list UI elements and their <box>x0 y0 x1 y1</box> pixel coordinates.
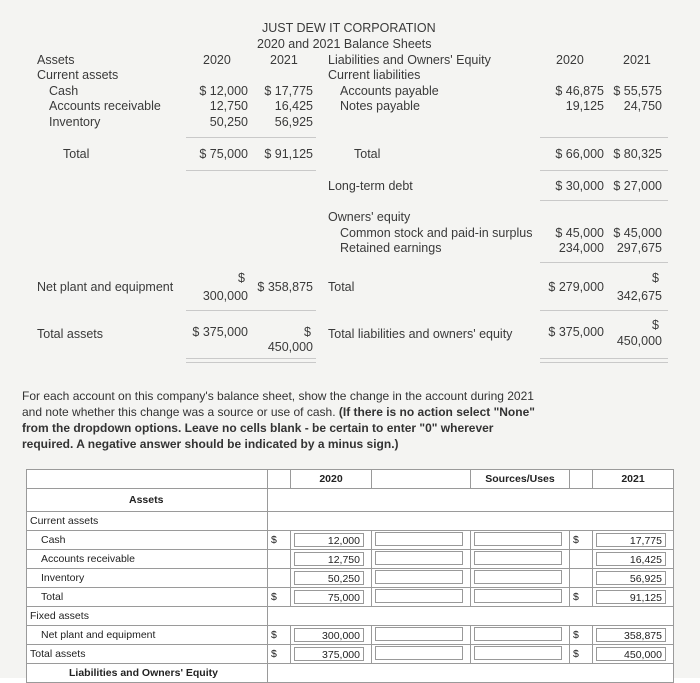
cs-label: Common stock and paid-in surplus <box>340 226 533 240</box>
cl-total-2021: $ 80,325 <box>613 147 662 161</box>
divider <box>540 137 668 138</box>
instructions-bold: (If there is no action select "None" from the dropdown options. Leave no cells blank - be certain to enter "0" wherever required. A negative answer should be indicated by a minus sign.) <box>22 405 535 451</box>
change-input[interactable] <box>375 570 463 584</box>
ar-2021: 16,425 <box>274 99 313 113</box>
row-label: Total assets <box>27 645 268 664</box>
table-ca-label: Current assets <box>27 512 268 531</box>
inventory-label: Inventory <box>49 115 101 129</box>
ltd-2020: $ 30,000 <box>555 179 604 193</box>
change-input[interactable] <box>375 589 463 603</box>
table-loe-heading: Liabilities and Owners' Equity <box>27 664 268 683</box>
right-year-2020: 2020 <box>556 53 584 67</box>
total-2020-input[interactable]: 75,000 <box>294 590 364 604</box>
instructions-text: For each account on this company's balance sheet, show the change in the account during 2021 and note whether this change was a source or use of cash. <box>22 389 534 419</box>
ta-2021-input[interactable]: 450,000 <box>596 647 666 661</box>
source-use-select[interactable] <box>474 532 562 546</box>
table-row: Total $ 75,000 $ 91,125 <box>27 588 674 607</box>
title-line2: 2020 and 2021 Balance Sheets <box>257 37 432 51</box>
total-assets-2021-dollar: $ <box>304 325 311 339</box>
col-2021: 2021 <box>593 470 674 489</box>
source-use-select[interactable] <box>474 551 562 565</box>
ar-2020: 12,750 <box>209 99 248 113</box>
change-input[interactable] <box>375 551 463 565</box>
cash-2020: $ 12,000 <box>199 84 248 98</box>
table-row <box>27 569 674 588</box>
npe-2020: 300,000 <box>202 289 248 303</box>
total-2021-input[interactable]: 91,125 <box>596 590 666 604</box>
source-use-select[interactable] <box>474 627 562 641</box>
current-assets-label: Current assets <box>37 68 119 82</box>
inventory-2021: 56,925 <box>274 115 313 129</box>
cl-total-label: Total <box>354 147 381 161</box>
re-label: Retained earnings <box>340 241 442 255</box>
re-2021: 297,675 <box>616 241 662 255</box>
divider <box>186 170 316 171</box>
tloe-2020: $ 375,000 <box>548 325 604 339</box>
divider <box>540 200 668 201</box>
inv-2020-input[interactable]: 50,250 <box>294 571 364 585</box>
source-use-select[interactable] <box>474 589 562 603</box>
ltd-2021: $ 27,000 <box>613 179 662 193</box>
divider <box>540 310 668 311</box>
npe-2021-input[interactable]: 358,875 <box>596 628 666 642</box>
total-2020: $ 75,000 <box>199 147 248 161</box>
divider <box>186 137 316 138</box>
re-2020: 234,000 <box>558 241 604 255</box>
cash-2021: $ 17,775 <box>264 84 313 98</box>
ta-2020-input[interactable]: 375,000 <box>294 647 364 661</box>
np-label: Notes payable <box>340 99 420 113</box>
right-year-2021: 2021 <box>623 53 651 67</box>
assets-heading: Assets <box>37 53 75 67</box>
change-input[interactable] <box>375 646 463 660</box>
row-label: Accounts receivable <box>27 550 268 569</box>
oe-total-2020: $ 279,000 <box>548 280 604 294</box>
total-assets-2021: 450,000 <box>267 340 313 354</box>
tloe-label: Total liabilities and owners' equity <box>328 327 513 341</box>
table-row <box>27 550 674 569</box>
oe-total-label: Total <box>328 280 355 294</box>
left-year-2021: 2021 <box>270 53 298 67</box>
table-row: Net plant and equipment $ 300,000 $ 358,875 <box>27 626 674 645</box>
oe-label: Owners' equity <box>328 210 411 224</box>
ap-2021: $ 55,575 <box>613 84 662 98</box>
row-label: Cash <box>27 531 268 550</box>
col-2020: 2020 <box>291 470 372 489</box>
instructions <box>22 388 542 452</box>
ap-label: Accounts payable <box>340 84 439 98</box>
table-row: Total assets $ 375,000 $ 450,000 <box>27 645 674 664</box>
total-assets-2020: $ 375,000 <box>192 325 248 339</box>
table-row: Cash $ 12,000 $ 17,775 <box>27 531 674 550</box>
title-line1: JUST DEW IT CORPORATION <box>262 21 436 35</box>
row-label: Inventory <box>27 569 268 588</box>
answer-table <box>26 469 674 683</box>
divider <box>540 358 668 359</box>
table-assets-heading: Assets <box>27 489 268 512</box>
row-label: Net plant and equipment <box>27 626 268 645</box>
change-input[interactable] <box>375 532 463 546</box>
source-use-select[interactable] <box>474 570 562 584</box>
table-fa-label: Fixed assets <box>27 607 268 626</box>
np-2020: 19,125 <box>565 99 604 113</box>
total-assets-label: Total assets <box>37 327 104 341</box>
divider <box>186 310 316 311</box>
np-2021: 24,750 <box>623 99 662 113</box>
liab-heading: Liabilities and Owners' Equity <box>328 53 491 67</box>
oe-total-2021-dollar: $ <box>652 271 659 285</box>
divider <box>186 358 316 359</box>
ar-2020-input[interactable]: 12,750 <box>294 552 364 566</box>
cs-2020: $ 45,000 <box>555 226 604 240</box>
cash-2021-input[interactable]: 17,775 <box>596 533 666 547</box>
oe-total-2021: 342,675 <box>616 289 662 303</box>
tloe-2021-dollar: $ <box>652 318 659 332</box>
inventory-2020: 50,250 <box>209 115 248 129</box>
divider <box>186 362 316 363</box>
total-label: Total <box>63 147 90 161</box>
divider <box>540 170 668 171</box>
col-sources-uses: Sources/Uses <box>471 470 570 489</box>
tloe-2021: 450,000 <box>616 334 662 348</box>
change-input[interactable] <box>375 627 463 641</box>
row-label: Total <box>27 588 268 607</box>
ltd-label: Long-term debt <box>328 179 413 193</box>
ap-2020: $ 46,875 <box>555 84 604 98</box>
inv-2021-input[interactable]: 56,925 <box>596 571 666 585</box>
source-use-select[interactable] <box>474 646 562 660</box>
current-liab-label: Current liabilities <box>328 68 421 82</box>
cash-2020-input[interactable]: 12,000 <box>294 533 364 547</box>
divider <box>540 262 668 263</box>
left-year-2020: 2020 <box>203 53 231 67</box>
ar-2021-input[interactable]: 16,425 <box>596 552 666 566</box>
ar-label: Accounts receivable <box>49 99 161 113</box>
npe-2020-input[interactable]: 300,000 <box>294 628 364 642</box>
npe-2020-dollar: $ <box>238 271 245 285</box>
cl-total-2020: $ 66,000 <box>555 147 604 161</box>
npe-label: Net plant and equipment <box>37 280 174 294</box>
cs-2021: $ 45,000 <box>613 226 662 240</box>
npe-2021: $ 358,875 <box>257 280 313 294</box>
divider <box>540 362 668 363</box>
total-2021: $ 91,125 <box>264 147 313 161</box>
cash-label: Cash <box>49 84 79 98</box>
